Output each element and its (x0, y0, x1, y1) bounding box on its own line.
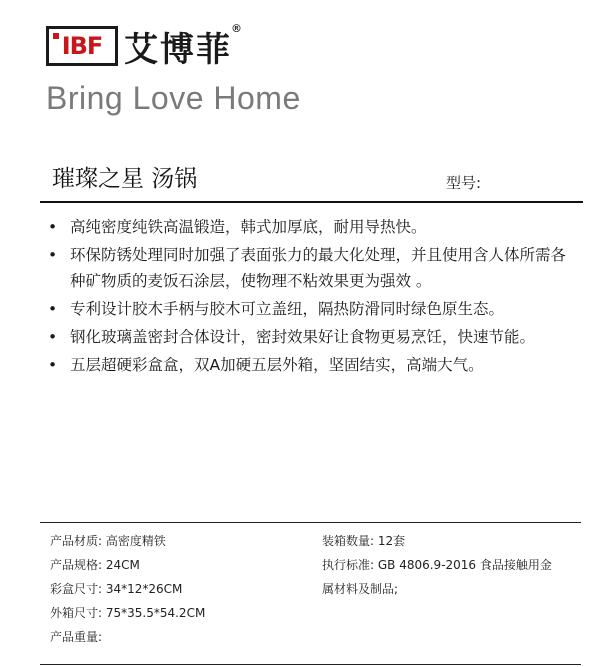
feature-text: 五层超硬彩盒盒，双A加硬五层外箱，坚固结实，高端大气。 (70, 356, 484, 374)
spec-weight: 产品重量: (50, 630, 103, 644)
specs-bottom-divider (40, 664, 581, 665)
feature-item (44, 352, 574, 378)
spec-standard: 执行标准: GB 4806.9-2016 食品接触用金 (322, 558, 552, 572)
brand-logo (46, 20, 244, 72)
bullet: • (48, 328, 58, 346)
model-label: 型号: (446, 174, 482, 192)
bullet: • (48, 246, 58, 264)
feature-text: 高纯密度纯铁高温锻造，韩式加厚底，耐用导热快。 (70, 218, 427, 236)
spec-material: 产品材质: 高密度精铁 (50, 534, 166, 548)
feature-item (44, 242, 574, 294)
logo-mark-text: IBF (61, 32, 103, 60)
feature-text: 专利设计胶木手柄与胶木可立盖纽，隔热防滑同时绿色原生态。 (70, 300, 505, 318)
bullet: • (48, 218, 58, 236)
feature-text: 环保防锈处理同时加强了表面张力的最大化处理，并且使用含人体所需各种矿物质的麦饭石涂层，使物理不粘效果更为强效 。 (70, 246, 567, 290)
brand-name (124, 21, 244, 71)
bullet: • (48, 356, 58, 374)
specs-top-divider (40, 522, 581, 523)
spec-standard-cont: 属材料及制品; (322, 582, 399, 596)
spec-packing-qty: 装箱数量: 12套 (322, 534, 406, 548)
feature-item (44, 214, 574, 240)
brand-slogan: Bring Love Home (46, 80, 301, 116)
feature-text: 钢化玻璃盖密封合体设计，密封效果好让食物更易烹饪，快速节能。 (70, 328, 536, 346)
product-header (52, 160, 582, 200)
spec-size: 产品规格: 24CM (50, 558, 140, 572)
feature-list (44, 214, 574, 380)
spec-color-box: 彩盒尺寸: 34*12*26CM (50, 582, 183, 596)
logo-dot (53, 33, 59, 39)
product-title: 璀璨之星 汤锅 (52, 166, 198, 192)
bullet: • (48, 300, 58, 318)
spec-outer-box: 外箱尺寸: 75*35.5*54.2CM (50, 606, 206, 620)
header-divider (40, 201, 583, 203)
feature-item (44, 324, 574, 350)
registered-mark: ® (231, 21, 244, 35)
feature-item (44, 296, 574, 322)
brand-name-text: 艾博菲 (124, 29, 232, 70)
logo-mark (46, 26, 118, 66)
